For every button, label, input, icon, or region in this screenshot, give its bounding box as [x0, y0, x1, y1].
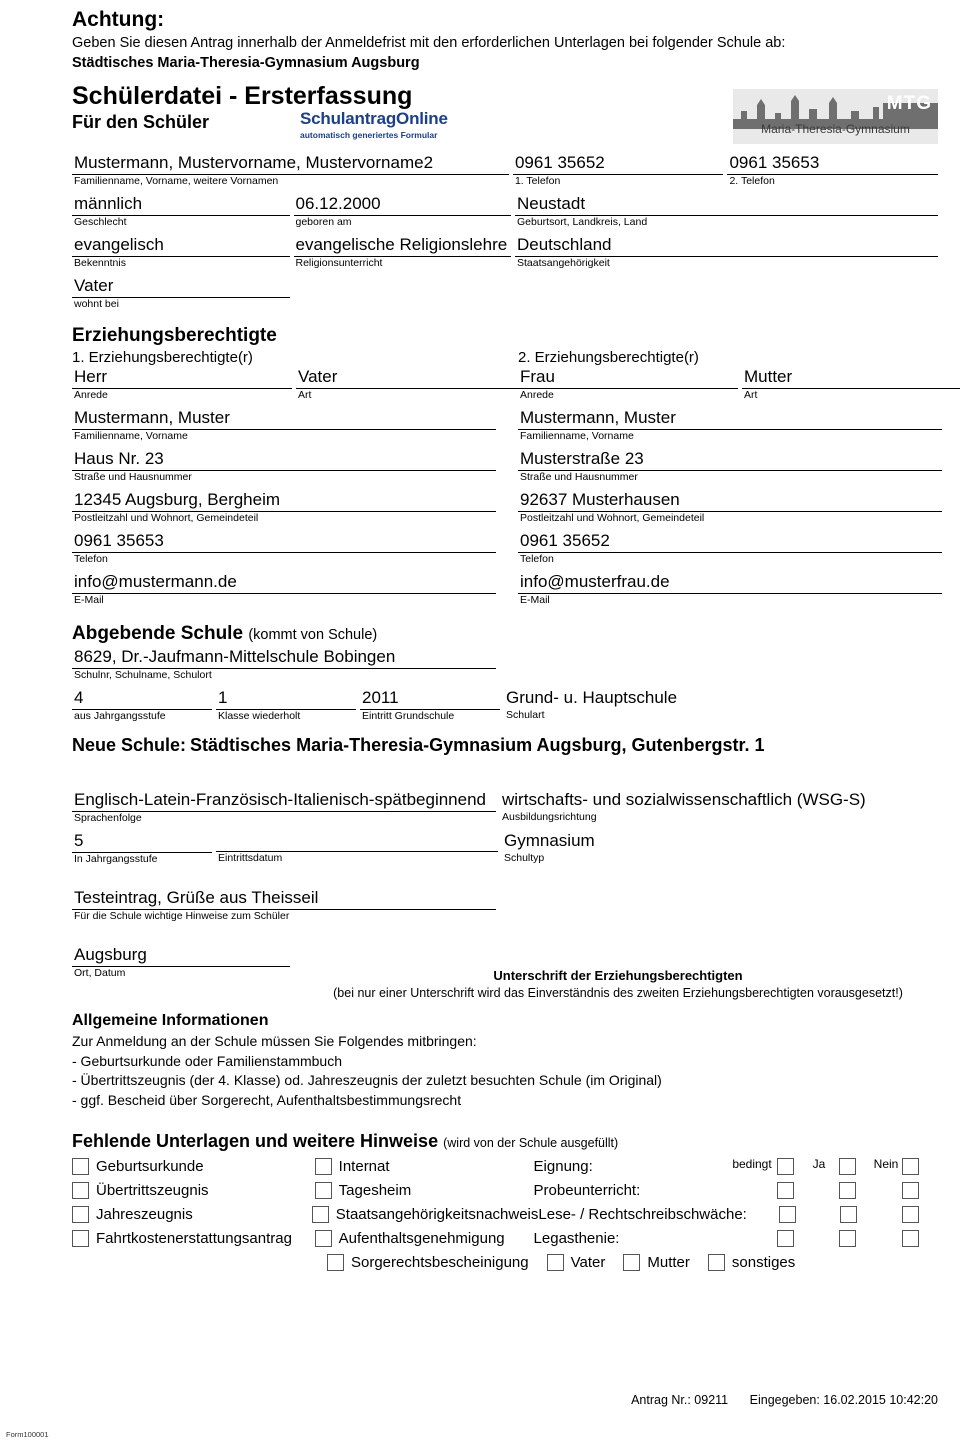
field-languages [72, 790, 496, 825]
field-lives-with [72, 276, 290, 311]
checkbox-ja-icon[interactable] [839, 1230, 856, 1247]
previous-school-value[interactable]: 8629, Dr.-Jaufmann-Mittelschule Bobingen [72, 647, 496, 669]
tri-checkbox-group [757, 1230, 938, 1247]
checkbox-item-mutter[interactable] [623, 1254, 690, 1271]
g1-type-caption: Art [298, 389, 312, 402]
checkbox-label: Mutter [647, 1254, 690, 1272]
field-g2-salutation [518, 367, 738, 402]
branch-caption: Ausbildungsrichtung [502, 811, 597, 824]
place-date-caption: Ort, Datum [74, 967, 126, 980]
field-phone-1 [513, 153, 724, 188]
field-g2-city [518, 490, 942, 525]
school-type-caption: Schultyp [504, 852, 545, 865]
g1-name-value[interactable]: Mustermann, Muster [72, 408, 496, 430]
missing-docs-row [72, 1182, 938, 1199]
title-row [72, 83, 938, 145]
logo-online-text: SchulantragOnline [300, 109, 448, 129]
g2-street-caption: Straße und Hausnummer [520, 471, 638, 484]
g1-salutation-caption: Anrede [74, 389, 108, 402]
g2-name-value[interactable]: Mustermann, Muster [518, 408, 942, 430]
entry-primary-value[interactable]: 2011 [360, 688, 500, 710]
mtg-logo [733, 89, 938, 144]
missing-docs-column-headers [724, 1157, 914, 1171]
phone-1-caption: 1. Telefon [514, 175, 561, 188]
school-type-value[interactable]: Gymnasium [504, 831, 595, 851]
checkbox-icon[interactable] [72, 1158, 89, 1175]
field-g2-type [742, 367, 960, 402]
grade-caption: In Jahrgangsstufe [74, 853, 158, 866]
checkbox-nein-icon[interactable] [902, 1230, 919, 1247]
guardians-section-title: Erziehungsberechtigte [72, 325, 277, 347]
checkbox-label: sonstiges [731, 1254, 796, 1272]
page-title: Schülerdatei - Ersterfassung [72, 82, 413, 111]
field-hint [72, 888, 496, 923]
phone-1-value[interactable]: 0961 35652 [513, 153, 724, 175]
logo-online-subtext: automatisch generiertes Formular [300, 130, 438, 141]
row-label-legasthenie: Legasthenie: [533, 1230, 620, 1248]
religion-class-caption: Religionsunterricht [295, 257, 383, 270]
prev-school-type-value[interactable]: Grund- u. Hauptschule [506, 688, 678, 708]
checkbox-icon[interactable] [315, 1182, 332, 1199]
g2-salutation-caption: Anrede [520, 389, 554, 402]
checkbox-label: Tagesheim [338, 1182, 412, 1200]
languages-value[interactable]: Englisch-Latein-Französisch-Italienisch-spätbeginnend [72, 790, 496, 812]
checkbox-icon[interactable] [72, 1206, 89, 1223]
nationality-caption: Staatsangehörigkeit [517, 257, 610, 270]
guardian-1-label: 1. Erziehungsberechtigte(r) [72, 349, 253, 367]
new-school-value[interactable]: Städtisches Maria-Theresia-Gymnasium Augsburg, Gutenbergstr. 1 [190, 735, 765, 756]
field-g1-name [72, 408, 496, 443]
gender-value[interactable]: männlich [72, 194, 290, 216]
field-birthdate [294, 194, 512, 229]
checkbox-label: Internat [338, 1158, 390, 1176]
checkbox-nein-icon[interactable] [902, 1206, 919, 1223]
field-g1-type [296, 367, 518, 402]
field-religion-class [294, 235, 512, 270]
g1-email-value[interactable]: info@mustermann.de [72, 572, 496, 594]
attention-text: Geben Sie diesen Antrag innerhalb der Anmeldefrist mit den erforderlichen Unterlagen bei folgender Schule ab: [72, 35, 786, 52]
student-name-value[interactable]: Mustermann, Mustervorname, Mustervorname2 [72, 153, 509, 175]
g1-phone-caption: Telefon [74, 553, 108, 566]
from-grade-caption: aus Jahrgangsstufe [74, 710, 166, 723]
checkbox-ja-icon[interactable] [839, 1182, 856, 1199]
checkbox-label: Fahrtkostenerstattungsantrag [96, 1230, 292, 1248]
guardian-2-column [518, 349, 960, 613]
checkbox-ja-icon[interactable] [840, 1206, 857, 1223]
general-info-item-0: - Geburtsurkunde oder Familienstammbuch [72, 1052, 343, 1069]
field-religion [72, 235, 290, 270]
field-grade [72, 831, 212, 866]
attention-school: Städtisches Maria-Theresia-Gymnasium Augsburg [72, 54, 420, 71]
tri-checkbox-group [759, 1206, 938, 1223]
student-name-caption: Familienname, Vorname, weitere Vornamen [74, 175, 279, 188]
g2-email-value[interactable]: info@musterfrau.de [518, 572, 942, 594]
checkbox-icon[interactable] [623, 1254, 640, 1271]
g1-street-value[interactable]: Haus Nr. 23 [72, 449, 496, 471]
g2-street-value[interactable]: Musterstraße 23 [518, 449, 942, 471]
attention-title: Achtung: [72, 8, 165, 31]
missing-docs-row [72, 1230, 938, 1247]
checkbox-item-sonstiges[interactable] [708, 1254, 795, 1271]
checkbox-nein-icon[interactable] [902, 1182, 919, 1199]
field-nationality [515, 235, 938, 270]
checkbox-icon[interactable] [315, 1158, 332, 1175]
checkbox-label: Aufenthaltsgenehmigung [338, 1230, 505, 1248]
checkbox-item-fahrtkostenerstattungsantrag[interactable] [72, 1230, 315, 1247]
signature-note-block [298, 945, 938, 1001]
column-header-nein: Nein [873, 1157, 899, 1172]
row-label-eignung: Eignung: [533, 1158, 593, 1176]
entry-date-value[interactable] [216, 831, 498, 852]
birthplace-value[interactable]: Neustadt [515, 194, 938, 216]
lives-with-caption: wohnt bei [74, 298, 119, 311]
guardians-section [72, 349, 938, 613]
checkbox-icon[interactable] [72, 1230, 89, 1247]
checkbox-label: Staatsangehörigkeitsnachweis [335, 1206, 539, 1224]
student-section [72, 153, 938, 317]
form-id: Form100001 [6, 1430, 49, 1439]
field-school-type [502, 831, 926, 865]
field-g2-street [518, 449, 942, 484]
missing-docs-section [72, 1131, 938, 1271]
checkbox-icon[interactable] [312, 1206, 329, 1223]
phone-2-value[interactable]: 0961 35653 [727, 153, 938, 175]
previous-school-title-note: (kommt von Schule) [248, 627, 378, 644]
g1-name-caption: Familienname, Vorname [74, 430, 188, 443]
signature-title: Unterschrift der Erziehungsberechtigten [493, 968, 743, 984]
grade-value[interactable]: 5 [72, 831, 212, 853]
place-date-value[interactable]: Augsburg [72, 945, 290, 967]
checkbox-bedingt-icon[interactable] [779, 1206, 796, 1223]
g2-city-caption: Postleitzahl und Wohnort, Gemeindeteil [520, 512, 705, 525]
missing-docs-title-text: Fehlende Unterlagen und weitere Hinweise [72, 1131, 439, 1152]
checkbox-label: Übertrittszeugnis [96, 1182, 209, 1200]
g1-salutation-value[interactable]: Herr [72, 367, 292, 389]
g2-name-caption: Familienname, Vorname [520, 430, 634, 443]
application-number: Antrag Nr.: 09211 [631, 1393, 729, 1407]
field-gender [72, 194, 290, 229]
checkbox-label: Vater [570, 1254, 606, 1272]
checkbox-item-sorgerechtsbescheinigung[interactable] [327, 1254, 529, 1271]
checkbox-icon[interactable] [315, 1230, 332, 1247]
checkbox-item-geburtsurkunde[interactable] [72, 1158, 315, 1175]
g1-type-value[interactable]: Vater [296, 367, 518, 389]
birthdate-caption: geboren am [295, 216, 352, 229]
field-g1-city [72, 490, 496, 525]
field-entry-primary [360, 688, 500, 723]
prev-school-type-caption: Schulart [506, 709, 545, 722]
entry-primary-caption: Eintritt Grundschule [362, 710, 455, 723]
missing-docs-title-note: (wird von der Schule ausgefüllt) [443, 1136, 619, 1151]
checkbox-item-aufenthaltsgenehmigung[interactable] [315, 1230, 534, 1247]
lives-with-value[interactable]: Vater [72, 276, 290, 298]
field-phone-2 [727, 153, 938, 188]
g2-type-value[interactable]: Mutter [742, 367, 960, 389]
g2-type-caption: Art [744, 389, 758, 402]
row-label-probeunterricht: Probeunterricht: [533, 1182, 641, 1200]
schulantrag-online-logo [300, 109, 490, 140]
g2-email-caption: E-Mail [520, 594, 550, 607]
gender-caption: Geschlecht [74, 216, 127, 229]
checkbox-item-vater[interactable] [547, 1254, 606, 1271]
field-prev-school-type [504, 688, 928, 722]
checkbox-item-internat[interactable] [315, 1158, 534, 1175]
hint-caption: Für die Schule wichtige Hinweise zum Schüler [74, 910, 290, 923]
previous-school-caption: Schulnr, Schulname, Schulort [74, 669, 212, 682]
checkbox-item-jahreszeugnis[interactable] [72, 1206, 312, 1223]
field-g2-name [518, 408, 942, 443]
field-g2-email [518, 572, 942, 607]
checkbox-icon[interactable] [547, 1254, 564, 1271]
field-g1-street [72, 449, 496, 484]
checkbox-bedingt-icon[interactable] [777, 1230, 794, 1247]
general-info-intro: Zur Anmeldung an der Schule müssen Sie Folgendes mitbringen: [72, 1032, 477, 1049]
g2-phone-value[interactable]: 0961 35652 [518, 531, 942, 553]
field-g2-phone [518, 531, 942, 566]
g1-city-caption: Postleitzahl und Wohnort, Gemeindeteil [74, 512, 259, 525]
from-grade-value[interactable]: 4 [72, 688, 212, 710]
mtg-logo-subtext: Maria-Theresia-Gymnasium [761, 122, 910, 137]
attention-block [72, 8, 938, 73]
birthdate-value[interactable]: 06.12.2000 [294, 194, 512, 216]
row-label-lrs: Lese- / Rechtschreibschwäche: [538, 1206, 747, 1224]
religion-class-value[interactable]: evangelische Religionslehre [294, 235, 512, 257]
repeated-value[interactable]: 1 [216, 688, 356, 710]
field-g1-phone [72, 531, 496, 566]
field-g1-email [72, 572, 496, 607]
religion-value[interactable]: evangelisch [72, 235, 290, 257]
checkbox-item-tagesheim[interactable] [315, 1182, 534, 1199]
column-header-bedingt: bedingt [732, 1157, 772, 1172]
field-branch [500, 790, 924, 824]
custody-row [327, 1254, 938, 1271]
g1-phone-value[interactable]: 0961 35653 [72, 531, 496, 553]
general-info-title: Allgemeine Informationen [72, 1011, 269, 1029]
field-birthplace [515, 194, 938, 229]
page-subtitle: Für den Schüler [72, 111, 210, 132]
field-repeated [216, 688, 356, 723]
previous-school-title [72, 623, 938, 645]
field-entry-date [216, 831, 498, 865]
footer [613, 1393, 938, 1407]
checkbox-item-staatsangehoerigkeitsnachweis[interactable] [312, 1206, 539, 1223]
mtg-logo-text: MTG [886, 93, 932, 115]
signature-note: (bei nur einer Unterschrift wird das Einverständnis des zweiten Erziehungsberechtigten vorausgesetzt!) [333, 985, 903, 1000]
g1-email-caption: E-Mail [74, 594, 104, 607]
repeated-caption: Klasse wiederholt [218, 710, 301, 723]
g2-city-value[interactable]: 92637 Musterhausen [518, 490, 942, 512]
tri-checkbox-group [757, 1182, 938, 1199]
g1-street-caption: Straße und Hausnummer [74, 471, 192, 484]
general-info-item-2: - ggf. Bescheid über Sorgerecht, Aufenthaltsbestimmungsrecht [72, 1092, 462, 1109]
languages-caption: Sprachenfolge [74, 812, 142, 825]
checkbox-label: Geburtsurkunde [96, 1158, 204, 1176]
field-from-grade [72, 688, 212, 723]
general-info-item-1: - Übertrittszeugnis (der 4. Klasse) od. Jahreszeugnis der zuletzt besuchten Schule (im Original) [72, 1072, 662, 1089]
field-previous-school [72, 647, 496, 682]
field-place-date [72, 945, 290, 980]
previous-school-title-text: Abgebende Schule [72, 623, 244, 645]
checkbox-label: Jahreszeugnis [96, 1206, 193, 1224]
religion-caption: Bekenntnis [74, 257, 126, 270]
checkbox-icon[interactable] [72, 1182, 89, 1199]
g2-salutation-value[interactable]: Frau [518, 367, 738, 389]
branch-value[interactable]: wirtschafts- und sozialwissenschaftlich (WSG-S) [502, 790, 866, 810]
new-school-label: Neue Schule: [72, 735, 187, 756]
checkbox-icon[interactable] [327, 1254, 344, 1271]
phone-2-caption: 2. Telefon [729, 175, 775, 188]
nationality-value[interactable]: Deutschland [515, 235, 938, 257]
missing-docs-title [72, 1131, 938, 1152]
g2-phone-caption: Telefon [520, 553, 554, 566]
checkbox-item-uebertrittszeugnis[interactable] [72, 1182, 315, 1199]
new-school-row [72, 735, 938, 756]
checkbox-bedingt-icon[interactable] [777, 1182, 794, 1199]
guardian-1-column [72, 349, 518, 613]
field-student-name [72, 153, 509, 188]
received-timestamp: Eingegeben: 16.02.2015 10:42:20 [749, 1393, 938, 1407]
missing-docs-row [72, 1206, 938, 1223]
g1-city-value[interactable]: 12345 Augsburg, Bergheim [72, 490, 496, 512]
checkbox-label: Sorgerechtsbescheinigung [351, 1254, 529, 1272]
guardian-2-label: 2. Erziehungsberechtigte(r) [518, 349, 699, 367]
field-g1-salutation [72, 367, 292, 402]
column-header-ja: Ja [812, 1157, 826, 1172]
birthplace-caption: Geburtsort, Landkreis, Land [517, 216, 648, 229]
checkbox-icon[interactable] [708, 1254, 725, 1271]
entry-date-caption: Eintrittsdatum [218, 852, 283, 865]
hint-value[interactable]: Testeintrag, Grüße aus Theisseil [72, 888, 496, 910]
